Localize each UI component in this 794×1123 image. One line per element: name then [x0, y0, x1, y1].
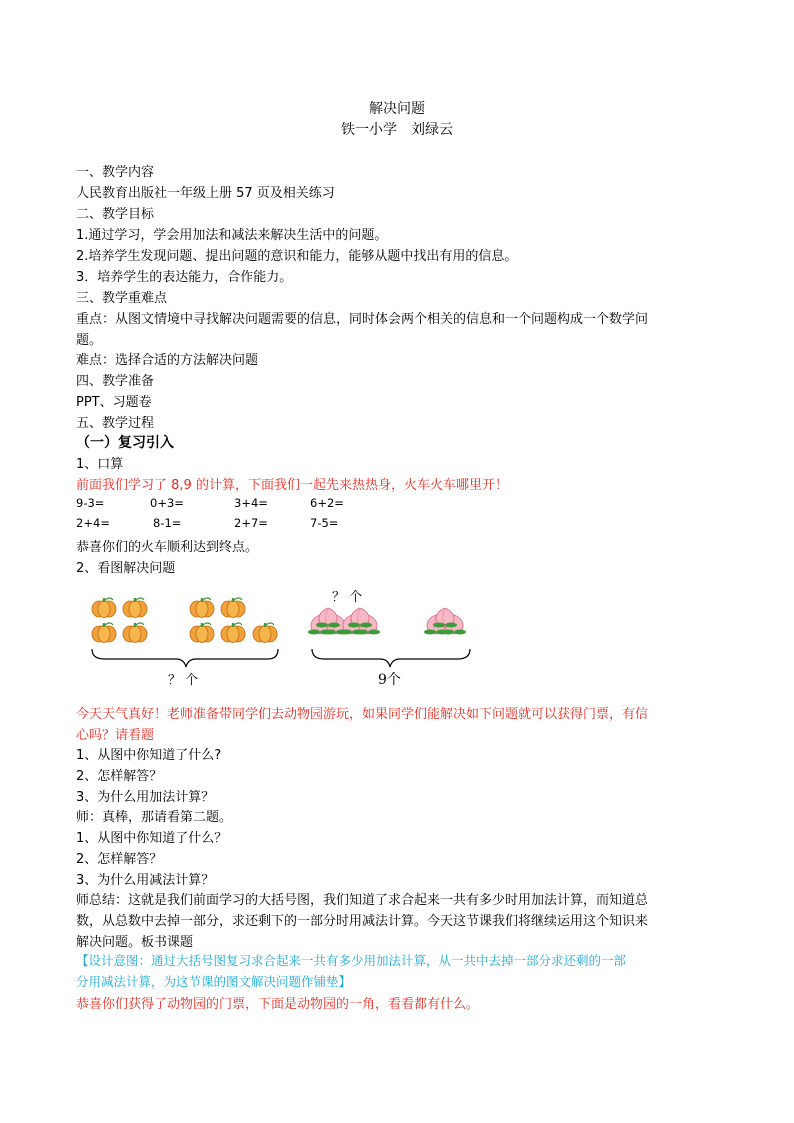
zoo-intro-line-2: 心吗？请看题: [76, 728, 155, 743]
page-title: 解决问题: [369, 101, 425, 117]
summary-line-3: 解决问题。板书课题: [76, 935, 194, 950]
oral-calc: 2+7=: [234, 516, 268, 530]
peach-icon: [348, 608, 372, 628]
oral-intro: 前面我们学习了 8,9 的计算，下面我们一起先来热热身，火车火车哪里开！: [76, 478, 508, 493]
oral-heading: 1、口算: [76, 457, 124, 472]
zoo-ticket: 恭喜你们获得了动物园的门票，下面是动物园的一角，看看都有什么。: [76, 997, 480, 1012]
prep-body: PPT、习题卷: [76, 395, 152, 410]
design-intent-line-2: 分用减法计算，为这节课的图文解决问题作铺垫】: [76, 974, 352, 989]
section-heading-goals: 二、教学目标: [76, 207, 155, 222]
teacher-next: 师：真棒，那请看第二题。: [76, 810, 233, 825]
brace-figure: [0, 577, 794, 692]
question-2-3: 3、为什么用减法计算？: [76, 873, 215, 888]
section-heading-process: 五、教学过程: [76, 416, 155, 431]
goal-item-2: 2.培养学生发现问题、提出问题的意识和能力，能够从题中找出有用的信息。: [76, 249, 518, 264]
picture-heading: 2、看图解决问题: [76, 561, 176, 576]
design-intent-line-1: 【设计意图：通过大括号图复习求合起来一共有多少用加法计算，从一共中去掉一部分求还剩的一部: [76, 953, 627, 968]
summary-line-2: 数，从总数中去掉一部分，求还剩下的一部分时用减法计算。今天这节课我们将继续运用这个知识来: [76, 914, 649, 929]
section-heading-prep: 四、教学准备: [76, 374, 155, 389]
section-body-content: 人民教育出版社一年级上册 57 页及相关练习: [76, 186, 335, 201]
question-1-3: 3、为什么用加法计算？: [76, 790, 215, 805]
summary-line-1: 师总结：这就是我们前面学习的大括号图，我们知道了求合起来一共有多少时用加法计算，而知道总: [76, 893, 649, 908]
pumpkin-icon: [123, 598, 147, 618]
goal-item-3: 3．培养学生的表达能力，合作能力。: [76, 270, 293, 285]
oral-calc: 0+3=: [150, 496, 184, 510]
part1-heading: （一）复习引入: [76, 435, 174, 451]
oral-calc: 6+2=: [310, 496, 344, 510]
oral-calc: 3+4=: [234, 496, 268, 510]
peach-icon: [433, 608, 457, 628]
pumpkin-brace: [92, 649, 278, 667]
key-point-line-2: 题。: [76, 333, 103, 348]
author-line: 铁一小学 刘绿云: [341, 122, 453, 138]
goal-item-1: 1.通过学习，学会用加法和减法来解决生活中的问题。: [76, 228, 388, 243]
pumpkin-icon: [190, 623, 214, 643]
oral-calc: 2+4=: [76, 516, 110, 530]
pumpkin-icon: [190, 598, 214, 618]
question-1-1: 1、从图中你知道了什么?: [76, 748, 222, 763]
question-2-2: 2、怎样解答？: [76, 852, 163, 867]
peach-total-label: 9个: [378, 672, 401, 688]
oral-done: 恭喜你们的火车顺利达到终点。: [76, 540, 259, 555]
pumpkin-question-label: ？ 个: [168, 673, 199, 688]
peach-icon: [316, 608, 340, 628]
oral-calc: 8-1=: [153, 516, 182, 530]
pumpkin-icon: [123, 623, 147, 643]
pumpkin-icon: [221, 598, 245, 618]
pumpkin-icon: [221, 623, 245, 643]
peach-question-label: ？ 个: [332, 590, 363, 605]
peach-brace: [312, 649, 470, 667]
difficulty-point: 难点：选择合适的方法解决问题: [76, 353, 259, 368]
pumpkin-icon: [92, 598, 116, 618]
zoo-intro-line-1: 今天天气真好！老师准备带同学们去动物园游玩，如果同学们能解决如下问题就可以获得门票，有信: [76, 707, 649, 722]
oral-calc: 9-3=: [76, 496, 105, 510]
oral-calc: 7-5=: [310, 516, 339, 530]
section-heading-keypoints: 三、教学重难点: [76, 291, 168, 306]
pumpkin-icon: [92, 623, 116, 643]
question-2-1: 1、从图中你知道了什么？: [76, 831, 228, 846]
question-1-2: 2、怎样解答？: [76, 769, 163, 784]
section-heading-content: 一、教学内容: [76, 165, 155, 180]
key-point-line-1: 重点：从图文情境中寻找解决问题需要的信息，同时体会两个相关的信息和一个问题构成一个数学问: [76, 312, 649, 327]
pumpkin-icon: [253, 623, 277, 643]
